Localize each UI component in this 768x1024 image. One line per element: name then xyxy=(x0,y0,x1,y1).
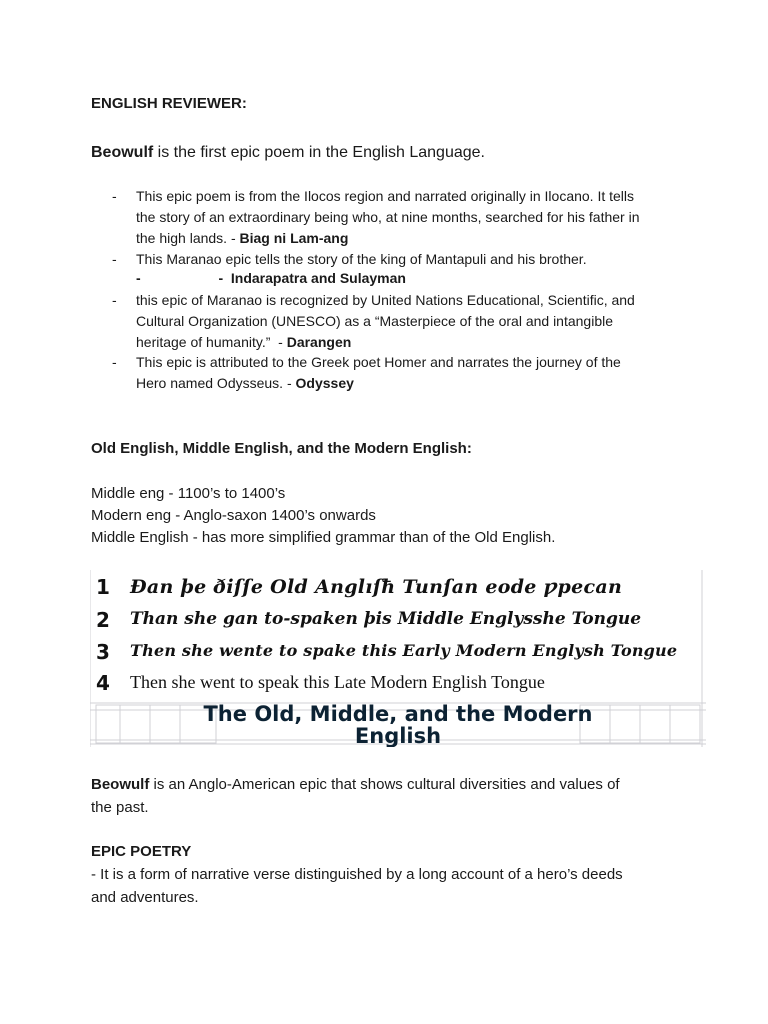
bullet-dash: - xyxy=(112,188,117,204)
beowulf-paragraph xyxy=(91,774,620,796)
page-title: ENGLISH REVIEWER: xyxy=(91,95,247,112)
section-heading: Old English, Middle English, and the Modern English: xyxy=(91,440,472,457)
bullet-dash: - xyxy=(112,251,117,267)
row-number: 3 xyxy=(96,640,110,664)
figure-caption: English xyxy=(354,724,442,747)
epic-poetry-definition: - It is a form of narrative verse distinguished by a long account of a hero’s deeds xyxy=(91,866,623,883)
bullet-line: This Maranao epic tells the story of the king of Mantapuli and his brother. xyxy=(136,251,587,267)
bullet-line: the story of an extraordinary being who, at nine months, searched for his father in xyxy=(136,209,640,225)
bullet-line-text: heritage of humanity.” - xyxy=(136,334,287,350)
bullet-line-text: Hero named Odysseus. - xyxy=(136,375,296,391)
beowulf-text: is an Anglo-American epic that shows cultural diversities and values of xyxy=(149,776,620,793)
bullet-line xyxy=(136,334,351,350)
english-evolution-figure xyxy=(90,570,706,747)
row-text: Đan þe ðiſſe Old Anglıſħ Tunſan eode ƿpecan xyxy=(130,576,623,598)
row-text: Than she gan to-spaken þis Middle Englysshe Tongue xyxy=(130,609,642,629)
figure-row xyxy=(90,671,706,701)
bullet-dash: - xyxy=(112,292,117,308)
bullet-answer: Darangen xyxy=(286,334,352,350)
bullet-answer: Odyssey xyxy=(295,375,354,391)
intro-paragraph xyxy=(91,142,485,164)
beowulf-paragraph-continued: the past. xyxy=(91,799,149,816)
row-number: 1 xyxy=(96,575,110,599)
timeline-line: Modern eng - Anglo-saxon 1400’s onwards xyxy=(91,507,376,524)
row-text: Then she wente to spake this Early Modern Englysh Tongue xyxy=(130,641,678,660)
bullet-line xyxy=(136,230,348,246)
bullet-line xyxy=(136,270,406,286)
intro-term: Beowulf xyxy=(91,144,154,161)
bullet-line: This epic is attributed to the Greek poet Homer and narrates the journey of the xyxy=(136,354,621,370)
figure-row xyxy=(90,608,706,638)
figure-caption: The Old, Middle, and the Modern xyxy=(203,702,593,726)
intro-text: is the first epic poem in the English Language. xyxy=(153,144,485,161)
bullet-answer: Biag ni Lam-ang xyxy=(239,230,349,246)
figure-row xyxy=(90,575,706,605)
bullet-line: this epic of Maranao is recognized by United Nations Educational, Scientific, and xyxy=(136,292,635,308)
timeline-line: Middle eng - 1100’s to 1400’s xyxy=(91,485,286,502)
figure-row xyxy=(90,640,706,670)
bullet-answer: Indarapatra and Sulayman xyxy=(230,270,406,286)
epic-poetry-definition-continued: and adventures. xyxy=(91,889,199,906)
bullet-line: Cultural Organization (UNESCO) as a “Masterpiece of the oral and intangible xyxy=(136,313,614,329)
timeline-line: Middle English - has more simplified grammar than of the Old English. xyxy=(91,529,556,546)
epic-poetry-heading: EPIC POETRY xyxy=(91,843,192,860)
bullet-line xyxy=(136,375,354,391)
row-number: 2 xyxy=(96,608,110,632)
beowulf-term: Beowulf xyxy=(91,776,150,793)
bullet-answer-prefix: - - xyxy=(136,270,231,286)
bullet-dash: - xyxy=(112,354,117,370)
bullet-line-text: the high lands. - xyxy=(136,230,240,246)
bullet-line: This epic poem is from the Ilocos region and narrated originally in Ilocano. It tells xyxy=(136,188,635,204)
row-text: Then she went to speak this Late Modern English Tongue xyxy=(130,672,545,692)
row-number: 4 xyxy=(96,671,110,695)
